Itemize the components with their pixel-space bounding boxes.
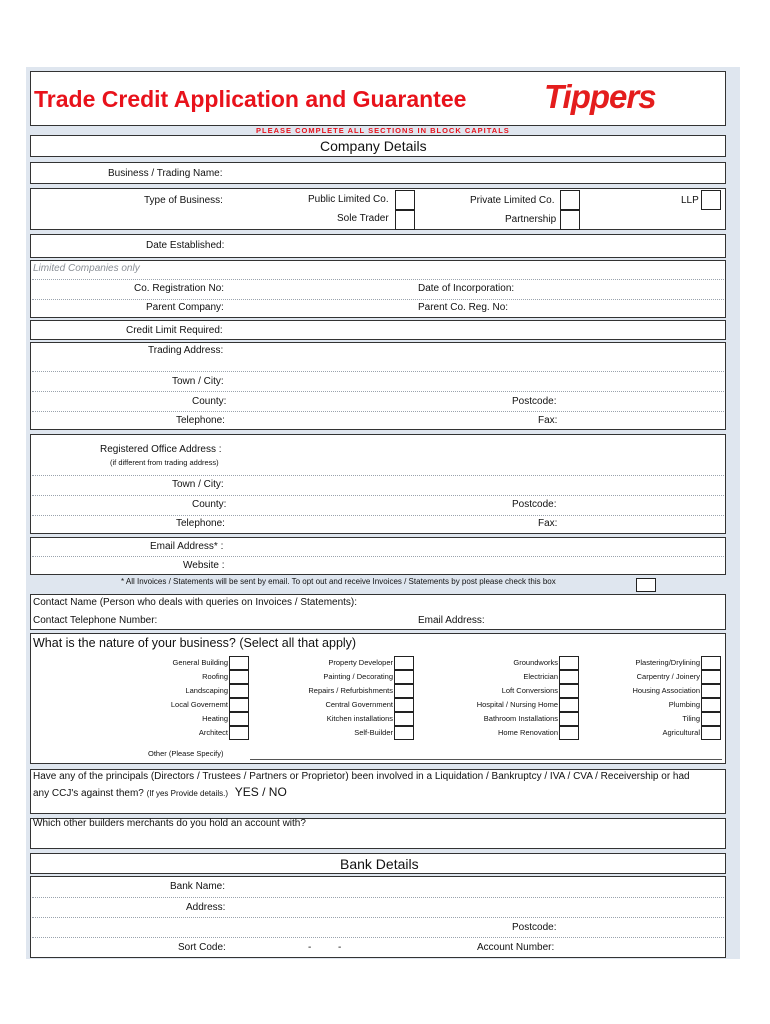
principals-question-text: any CCJ's against them?	[33, 788, 144, 799]
nature-option-label: Bathroom Installations	[483, 714, 558, 723]
trading-fax-label: Fax:	[538, 415, 558, 426]
public-limited-label: Public Limited Co.	[308, 194, 389, 205]
sort-code-label: Sort Code:	[178, 942, 226, 953]
nature-option-label: Property Developer	[328, 658, 393, 667]
nature-option-label: Painting / Decorating	[323, 672, 393, 681]
trading-postcode-label: Postcode:	[512, 396, 557, 407]
parent-reg-label: Parent Co. Reg. No:	[418, 302, 509, 313]
nature-option-checkbox[interactable]	[229, 656, 249, 670]
credit-limit-label: Credit Limit Required:	[126, 325, 223, 336]
registered-town-label: Town / City:	[172, 479, 224, 490]
email-label: Email Address* :	[150, 541, 224, 552]
contact-telephone-label: Contact Telephone Number:	[33, 615, 158, 626]
partnership-checkbox[interactable]	[560, 210, 580, 230]
sort-code-dash-2: -	[338, 942, 342, 953]
website-label: Website :	[183, 560, 225, 571]
account-number-label: Account Number:	[477, 942, 555, 953]
nature-heading: What is the nature of your business? (Select all that apply)	[33, 636, 357, 650]
nature-option-checkbox[interactable]	[229, 670, 249, 684]
yes-no-options[interactable]: YES / NO	[234, 785, 287, 799]
nature-option-checkbox[interactable]	[559, 698, 579, 712]
nature-option-label: Heating	[202, 714, 228, 723]
trading-address-box	[30, 342, 726, 430]
nature-option-checkbox[interactable]	[229, 712, 249, 726]
nature-option-label: Groundworks	[513, 658, 558, 667]
nature-option-label: Agricultural	[662, 728, 700, 737]
merchants-question: Which other builders merchants do you hold an account with?	[33, 818, 306, 829]
details-note: (If yes Provide details.)	[146, 789, 229, 798]
nature-option-label: Tiling	[682, 714, 700, 723]
nature-option-label: Carpentry / Joinery	[636, 672, 700, 681]
sole-trader-checkbox[interactable]	[395, 210, 415, 230]
parent-company-label: Parent Company:	[146, 302, 224, 313]
bank-postcode-label: Postcode:	[512, 922, 557, 933]
email-optout-note: * All Invoices / Statements will be sent by email. To opt out and receive Invoices / Statements by post please check this box	[121, 577, 556, 586]
bank-details-title: Bank Details	[340, 856, 419, 872]
bank-details-box	[30, 876, 726, 958]
incorporation-date-label: Date of Incorporation:	[418, 283, 515, 294]
co-reg-label: Co. Registration No:	[134, 283, 225, 294]
trading-town-label: Town / City:	[172, 376, 224, 387]
nature-option-label: Roofing	[202, 672, 228, 681]
trading-telephone-label: Telephone:	[176, 415, 225, 426]
partnership-label: Partnership	[505, 214, 557, 225]
nature-option-checkbox[interactable]	[701, 656, 721, 670]
business-type-label: Type of Business:	[144, 195, 223, 206]
block-capitals-note: PLEASE COMPLETE ALL SECTIONS IN BLOCK CAPITALS	[256, 126, 510, 135]
page-title: Trade Credit Application and Guarantee	[34, 86, 467, 112]
contact-email-label: Email Address:	[418, 615, 485, 626]
nature-option-checkbox[interactable]	[229, 698, 249, 712]
sort-code-dash-1: -	[308, 942, 312, 953]
trading-address-label: Trading Address:	[148, 345, 224, 356]
nature-option-label: General Building	[172, 658, 228, 667]
nature-option-label: Electrician	[523, 672, 558, 681]
llp-checkbox[interactable]	[701, 190, 721, 210]
nature-option-label: Plastering/Drylining	[635, 658, 700, 667]
nature-option-checkbox[interactable]	[559, 670, 579, 684]
date-established-row	[30, 234, 726, 258]
company-details-title: Company Details	[320, 138, 427, 154]
nature-option-label: Landscaping	[185, 686, 228, 695]
principals-question-line1: Have any of the principals (Directors / Trustees / Partners or Proprietor) been involved in a Liquidation / Bankruptcy / IVA / CVA / Receivership or had	[33, 771, 690, 782]
nature-option-label: Housing Association	[632, 686, 700, 695]
nature-option-checkbox[interactable]	[559, 726, 579, 740]
private-limited-label: Private Limited Co.	[470, 195, 555, 206]
nature-option-checkbox[interactable]	[701, 726, 721, 740]
other-specify-line[interactable]	[250, 759, 722, 760]
nature-option-label: Self-Builder	[354, 728, 393, 737]
registered-postcode-label: Postcode:	[512, 499, 557, 510]
nature-option-checkbox[interactable]	[229, 726, 249, 740]
post-optout-checkbox[interactable]	[636, 578, 656, 592]
nature-option-checkbox[interactable]	[394, 670, 414, 684]
nature-of-business-box	[30, 633, 726, 764]
bank-address-label: Address:	[186, 902, 226, 913]
nature-option-checkbox[interactable]	[559, 684, 579, 698]
nature-option-checkbox[interactable]	[394, 656, 414, 670]
nature-option-checkbox[interactable]	[394, 712, 414, 726]
public-limited-checkbox[interactable]	[395, 190, 415, 210]
registered-telephone-label: Telephone:	[176, 518, 225, 529]
registered-office-note: (if different from trading address)	[110, 458, 219, 467]
registered-fax-label: Fax:	[538, 518, 558, 529]
other-specify-label: Other (Please Specify)	[148, 749, 224, 758]
tippers-logo: Tippers	[544, 78, 656, 115]
nature-option-label: Plumbing	[668, 700, 700, 709]
nature-option-label: Kitchen installations	[326, 714, 393, 723]
nature-option-checkbox[interactable]	[394, 726, 414, 740]
limited-companies-note: Limited Companies only	[33, 263, 140, 274]
contact-name-label: Contact Name (Person who deals with queries on Invoices / Statements):	[33, 597, 358, 608]
private-limited-checkbox[interactable]	[560, 190, 580, 210]
registered-office-label: Registered Office Address :	[100, 444, 222, 455]
nature-option-checkbox[interactable]	[559, 712, 579, 726]
date-established-label: Date Established:	[146, 240, 225, 251]
nature-option-checkbox[interactable]	[701, 684, 721, 698]
nature-option-checkbox[interactable]	[229, 684, 249, 698]
llp-label: LLP	[681, 195, 699, 206]
nature-option-checkbox[interactable]	[701, 712, 721, 726]
nature-option-checkbox[interactable]	[701, 670, 721, 684]
nature-option-checkbox[interactable]	[394, 684, 414, 698]
nature-option-label: Architect	[198, 728, 228, 737]
sole-trader-label: Sole Trader	[337, 213, 389, 224]
trading-county-label: County:	[192, 396, 227, 407]
principals-question-line2	[33, 785, 287, 799]
bank-name-label: Bank Name:	[170, 881, 226, 892]
nature-option-label: Local Governemt	[170, 700, 228, 709]
nature-option-checkbox[interactable]	[701, 698, 721, 712]
registered-county-label: County:	[192, 499, 227, 510]
nature-option-label: Hospital / Nursing Home	[476, 700, 558, 709]
nature-option-label: Repairs / Refurbishments	[308, 686, 393, 695]
nature-option-checkbox[interactable]	[559, 656, 579, 670]
nature-option-label: Home Renovation	[497, 728, 558, 737]
business-name-label: Business / Trading Name:	[108, 168, 223, 179]
nature-option-label: Loft Conversions	[501, 686, 558, 695]
nature-option-label: Central Government	[325, 700, 393, 709]
email-website-box	[30, 537, 726, 575]
nature-option-checkbox[interactable]	[394, 698, 414, 712]
